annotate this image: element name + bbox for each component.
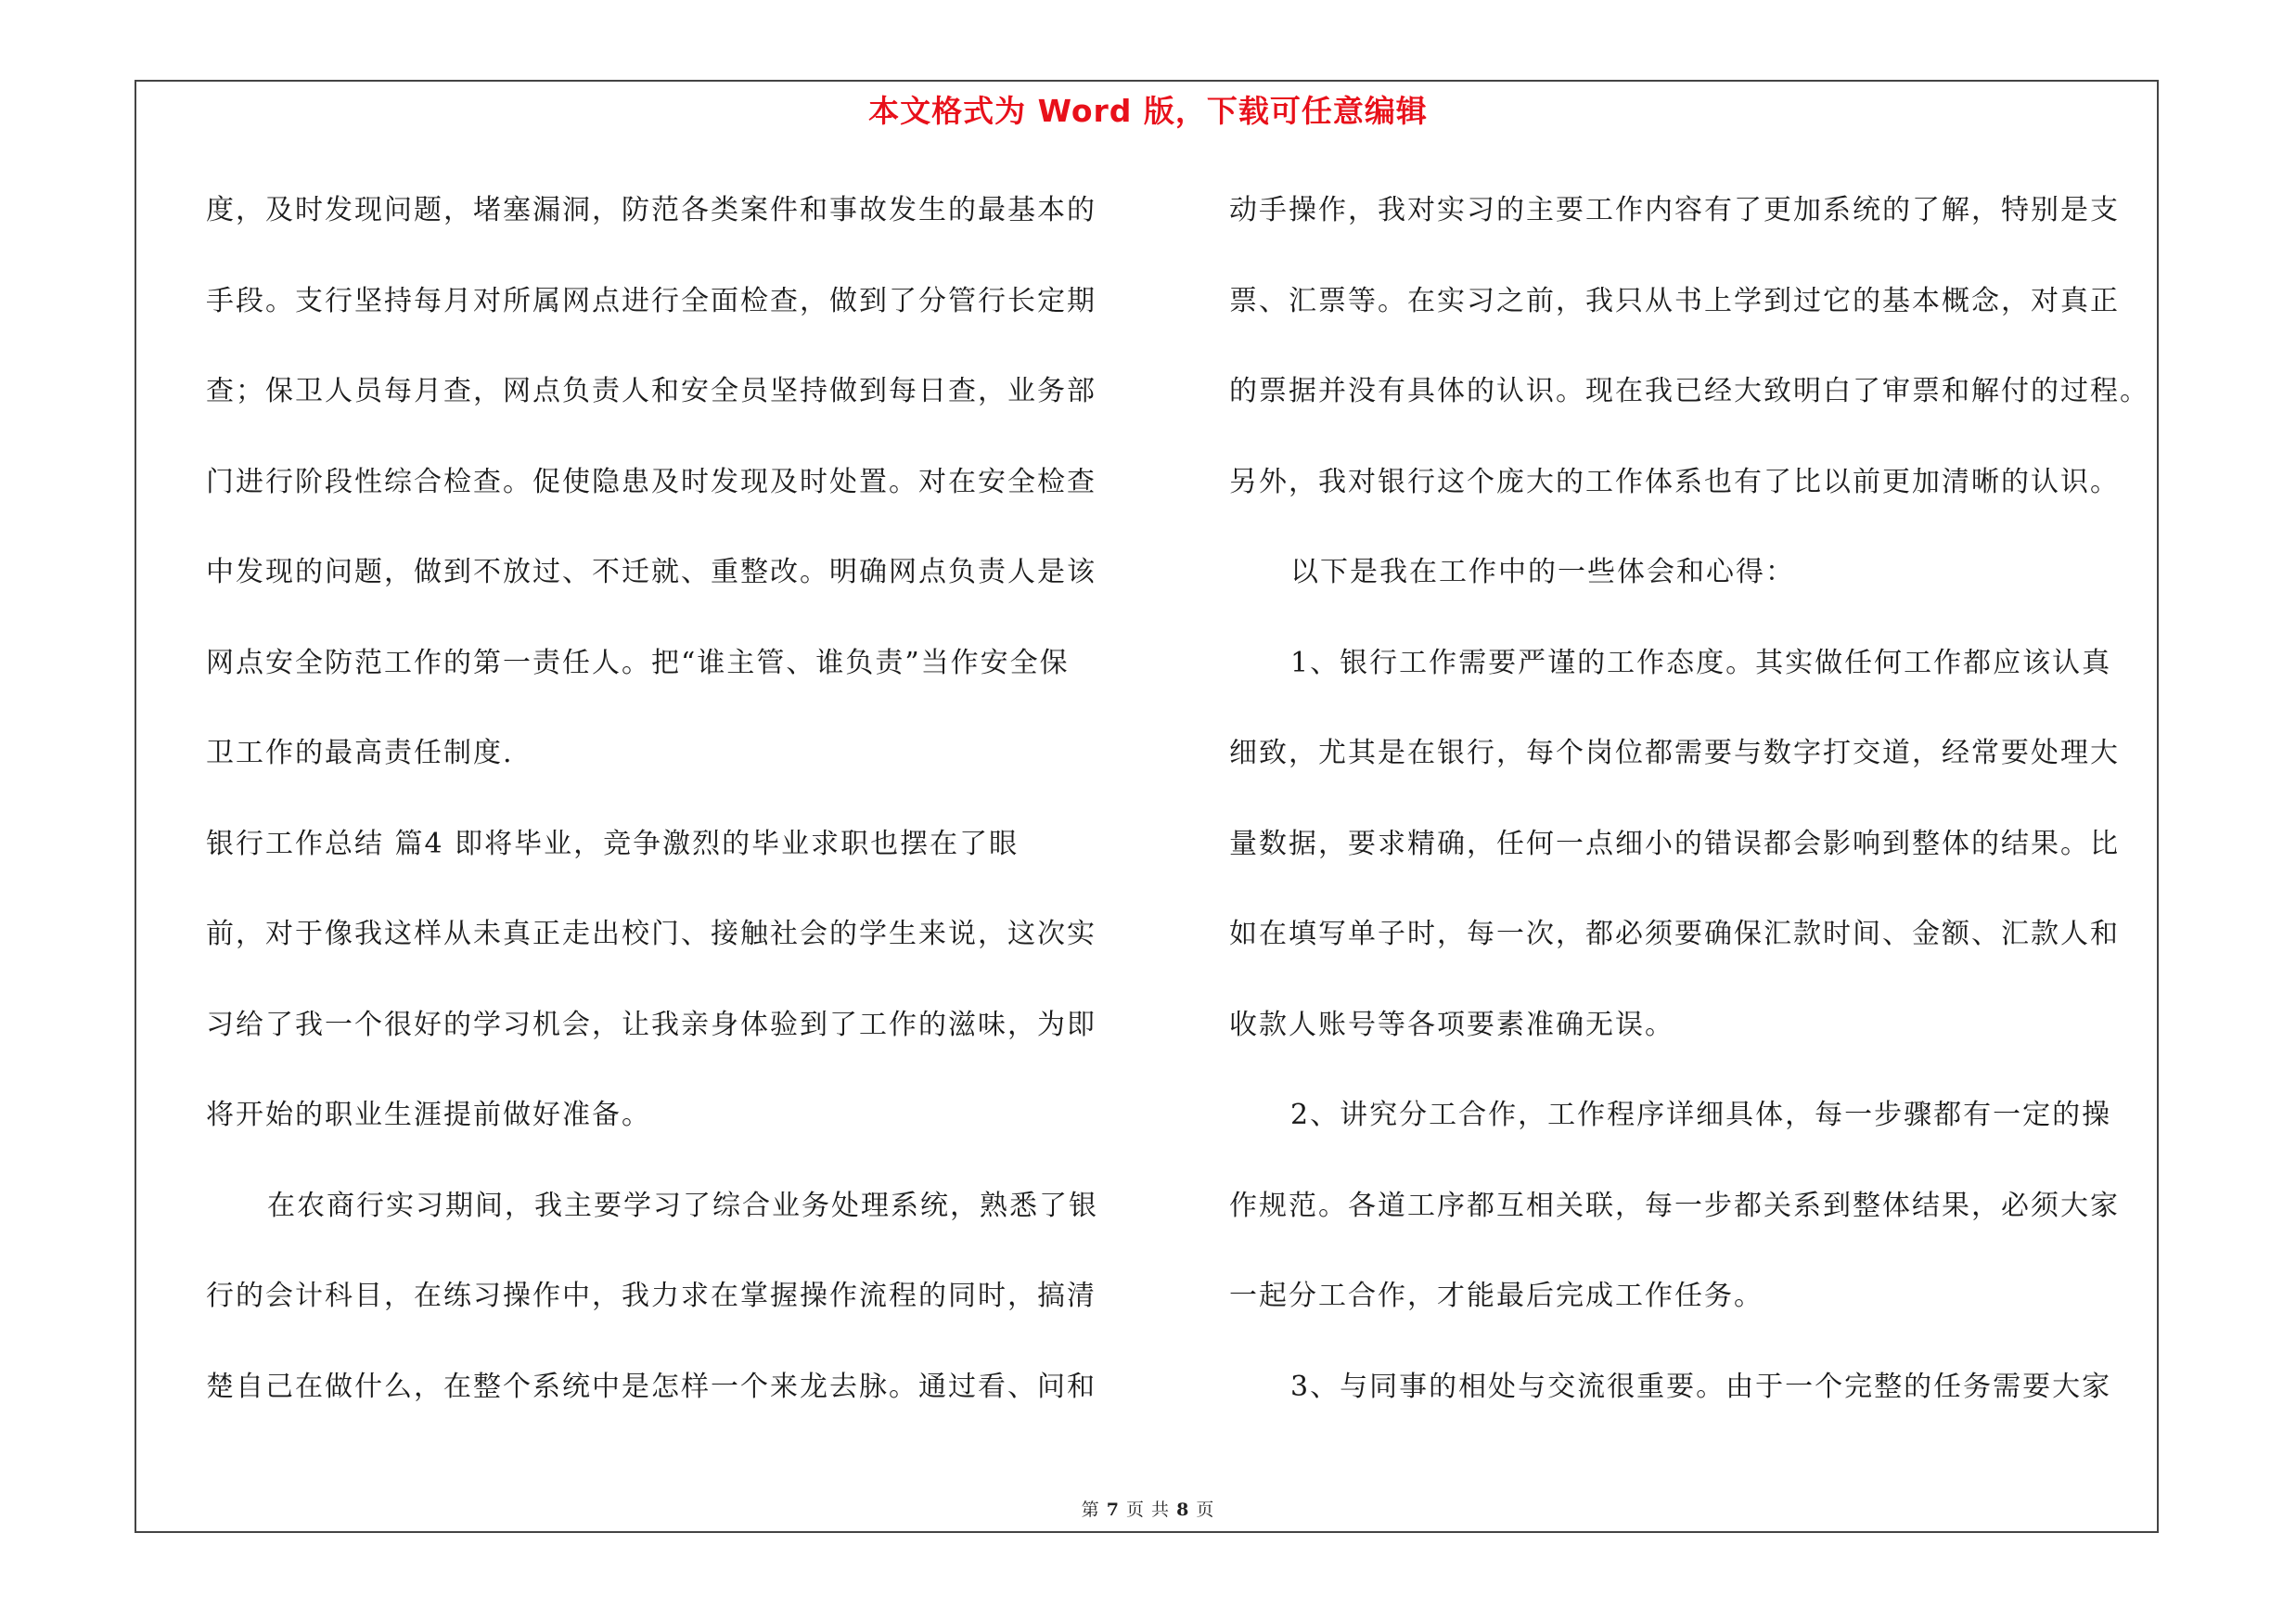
text-line: 如在填写单子时，每一次，都必须要确保汇款时间、金额、汇款人和 (1229, 918, 2120, 950)
text-line: 1、银行工作需要严谨的工作态度。其实做任何工作都应该认真 (1290, 646, 2112, 679)
text-line: 2、讲究分工合作，工作程序详细具体，每一步骤都有一定的操 (1290, 1099, 2112, 1131)
text-line: 将开始的职业生涯提前做好准备。 (206, 1099, 651, 1131)
text-line: 卫工作的最高责任制度. (206, 737, 514, 769)
text-line: 票、汇票等。在实习之前，我只从书上学到过它的基本概念，对真正 (1229, 284, 2120, 317)
right-text-column (1229, 185, 2149, 1451)
footer-prefix: 第 (1081, 1500, 1100, 1520)
text-line: 习给了我一个很好的学习机会，让我亲身体验到了工作的滋味，为即 (206, 1008, 1097, 1041)
text-line: 作规范。各道工序都互相关联，每一步都关系到整体结果，必须大家 (1229, 1189, 2120, 1222)
text-line: 网点安全防范工作的第一责任人。把“谁主管、谁负责”当作安全保 (206, 646, 1070, 679)
text-line: 的票据并没有具体的认识。现在我已经大致明白了审票和解付的过程。 (1229, 375, 2149, 407)
text-line: 楚自己在做什么，在整个系统中是怎样一个来龙去脉。通过看、问和 (206, 1370, 1097, 1403)
text-line: 手段。支行坚持每月对所属网点进行全面检查，做到了分管行长定期 (206, 284, 1097, 317)
page-footer (0, 1496, 2296, 1521)
text-line: 中发现的问题，做到不放过、不迁就、重整改。明确网点负责人是该 (206, 556, 1097, 588)
text-line: 查；保卫人员每月查，网点负责人和安全员坚持做到每日查，业务部 (206, 375, 1097, 407)
text-line: 以下是我在工作中的一些体会和心得： (1290, 556, 1795, 588)
text-line: 度，及时发现问题，堵塞漏洞，防范各类案件和事故发生的最基本的 (206, 194, 1097, 226)
format-banner: 本文格式为 Word 版，下载可任意编辑 (868, 93, 1428, 129)
text-line: 动手操作，我对实习的主要工作内容有了更加系统的了解，特别是支 (1229, 194, 2120, 226)
total-page-number: 8 (1176, 1500, 1190, 1520)
text-line: 细致，尤其是在银行，每个岗位都需要与数字打交道，经常要处理大 (1229, 737, 2120, 769)
left-text-column (206, 185, 1098, 1451)
text-line: 行的会计科目，在练习操作中，我力求在掌握操作流程的同时，搞清 (206, 1280, 1097, 1312)
footer-middle: 页 共 (1125, 1500, 1171, 1520)
text-line: 一起分工合作，才能最后完成工作任务。 (1229, 1280, 1764, 1312)
text-line: 前，对于像我这样从未真正走出校门、接触社会的学生来说，这次实 (206, 918, 1097, 950)
text-line: 门进行阶段性综合检查。促使隐患及时发现及时处置。对在安全检查 (206, 465, 1097, 498)
text-line: 3、与同事的相处与交流很重要。由于一个完整的任务需要大家 (1290, 1370, 2112, 1403)
text-line: 收款人账号等各项要素准确无误。 (1229, 1008, 1674, 1041)
text-line: 另外，我对银行这个庞大的工作体系也有了比以前更加清晰的认识。 (1229, 465, 2120, 498)
current-page-number: 7 (1106, 1500, 1120, 1520)
text-line: 在农商行实习期间，我主要学习了综合业务处理系统，熟悉了银 (267, 1189, 1098, 1222)
footer-suffix: 页 (1196, 1500, 1215, 1520)
text-line: 银行工作总结 篇4 即将毕业，竞争激烈的毕业求职也摆在了眼 (206, 827, 1020, 860)
text-line: 量数据，要求精确，任何一点细小的错误都会影响到整体的结果。比 (1229, 827, 2120, 860)
